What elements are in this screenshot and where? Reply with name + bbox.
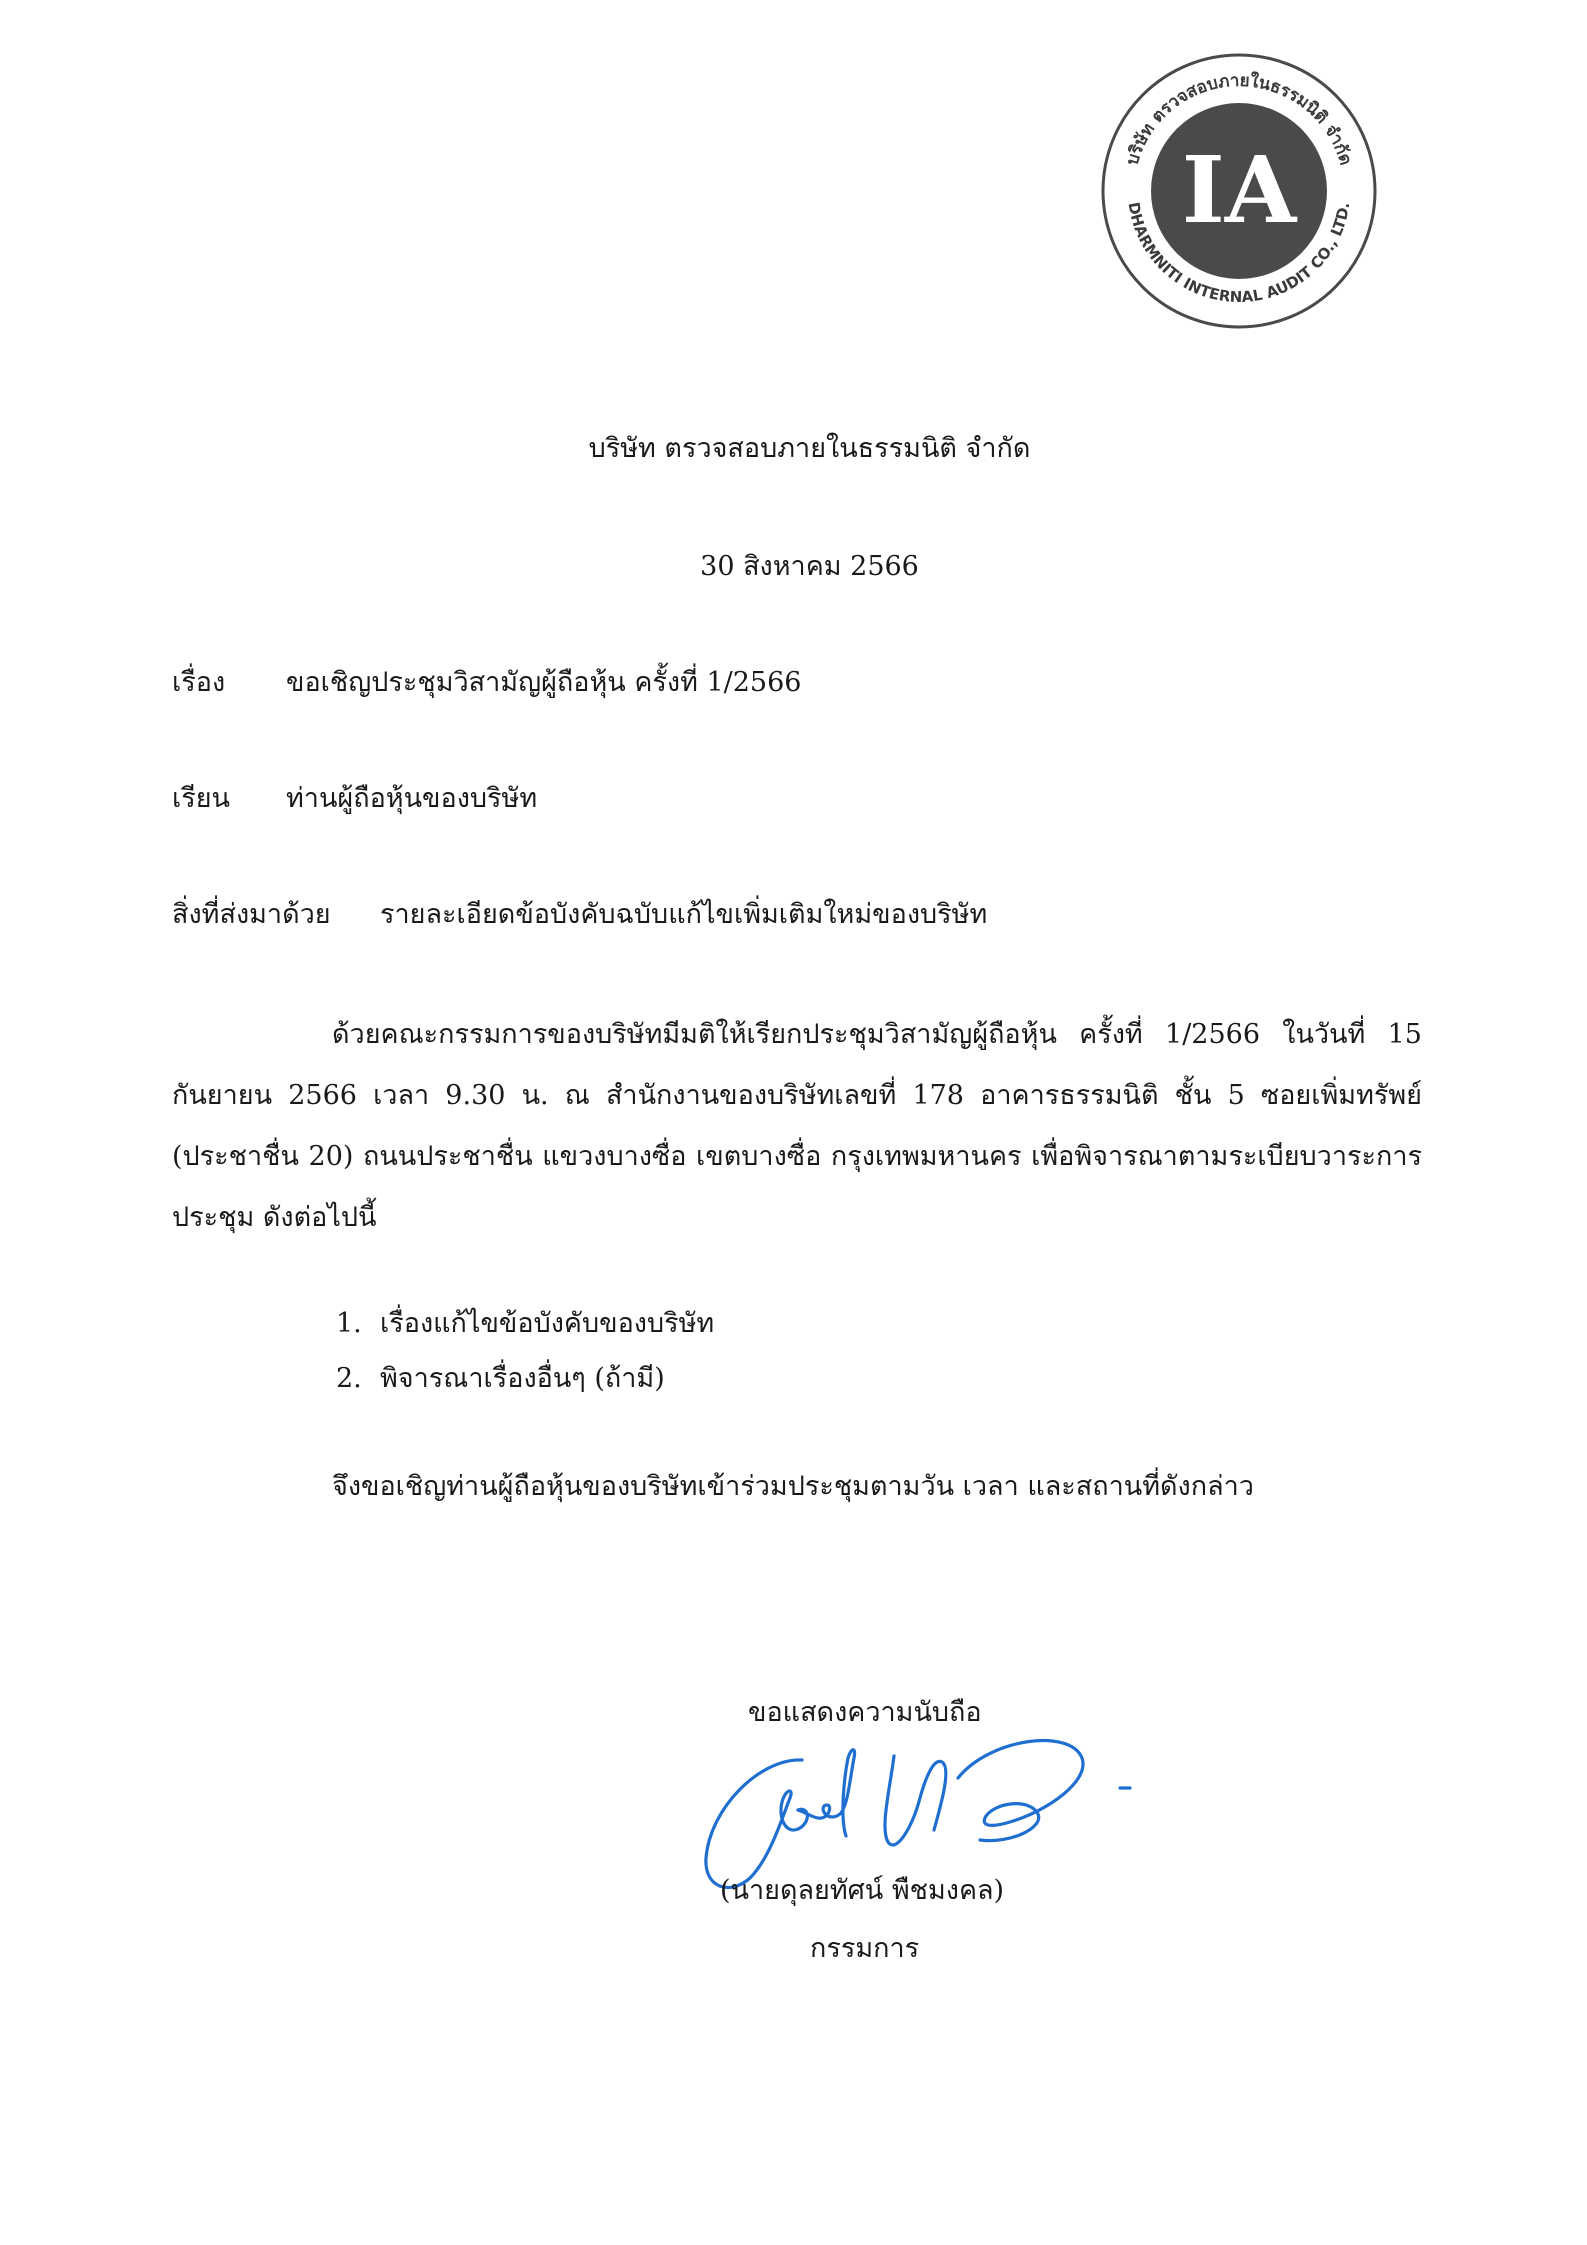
agenda-item-number: 1. <box>336 1308 362 1339</box>
recipient-value: ท่านผู้ถือหุ้นของบริษัท <box>286 783 538 814</box>
recipient-label: เรียน <box>172 783 231 814</box>
agenda-item-text: เรื่องแก้ไขข้อบังคับของบริษัท <box>380 1308 715 1339</box>
seal-initials: IA <box>1181 136 1297 244</box>
agenda-item <box>336 1351 714 1406</box>
subject-label: เรื่อง <box>172 667 226 698</box>
signer-name: (นายดุลยทัศน์ พืชมงคล) <box>720 1875 1005 1906</box>
regards-text: ขอแสดงความนับถือ <box>748 1697 982 1728</box>
closing-sentence: จึงขอเชิญท่านผู้ถือหุ้นของบริษัทเข้าร่วมประชุมตามวัน เวลา และสถานที่ดังกล่าว <box>332 1471 1254 1502</box>
seal-ring-text-top: บริษัท ตรวจสอบภายในธรรมนิติ จำกัด <box>1122 70 1356 168</box>
signer-position: กรรมการ <box>810 1933 920 1964</box>
enclosure-value: รายละเอียดข้อบังคับฉบับแก้ไขเพิ่มเติมใหม่ของบริษัท <box>380 899 988 930</box>
agenda-item <box>336 1296 714 1351</box>
letter-date: 30 สิงหาคม 2566 <box>700 551 919 582</box>
agenda-item-text: พิจารณาเรื่องอื่นๆ (ถ้ามี) <box>380 1363 665 1394</box>
seal-ring-text-bottom: DHARMNITI INTERNAL AUDIT CO., LTD. <box>1124 200 1354 307</box>
handwritten-signature <box>690 1718 1160 1898</box>
company-seal-logo <box>1098 50 1380 332</box>
agenda-item-number: 2. <box>336 1363 362 1394</box>
company-name: บริษัท ตรวจสอบภายในธรรมนิติ จำกัด <box>588 433 1031 464</box>
body-paragraph: ด้วยคณะกรรมการของบริษัทมีมติให้เรียกประชุมวิสามัญผู้ถือหุ้น ครั้งที่ 1/2566 ในวันที่ 15 กันยายน 2566 เวลา 9.30 น. ณ สำนักงานของบริษัทเลขที่ 178 อาคารธรรมนิติ ชั้น 5 ซอยเพิ่มทรัพย์ (ประชาชื่น 20) ถนนประชาชื่น แขวงบางซื่อ เขตบางซื่อ กรุงเทพมหานคร เพื่อพิจารณาตามระเบียบวาระการประชุม ดังต่อไปนี้ <box>172 1019 1422 1233</box>
enclosure-label: สิ่งที่ส่งมาด้วย <box>172 899 331 930</box>
subject-value: ขอเชิญประชุมวิสามัญผู้ถือหุ้น ครั้งที่ 1/2566 <box>286 667 802 698</box>
agenda-list <box>336 1296 714 1406</box>
